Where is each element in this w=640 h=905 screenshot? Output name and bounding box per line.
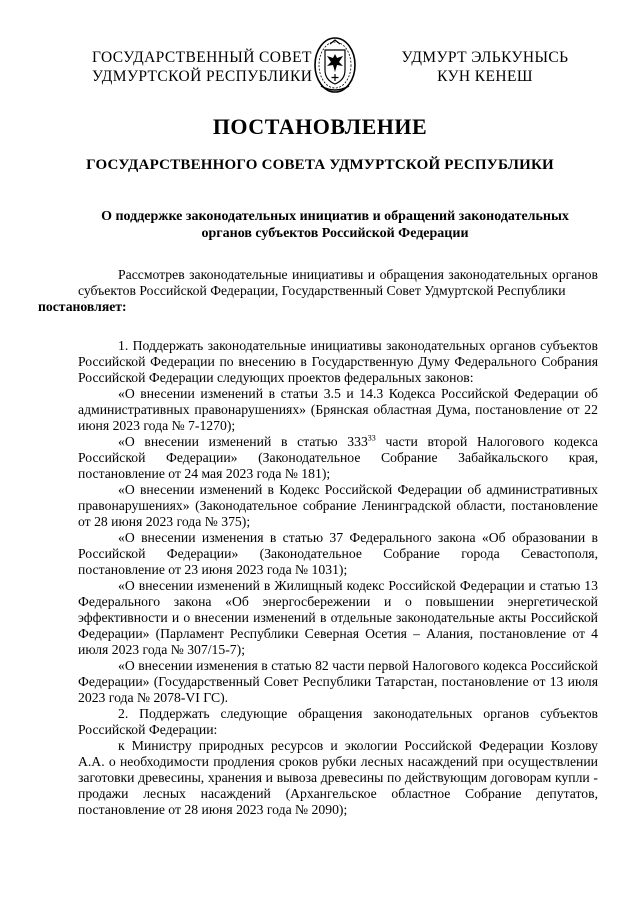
bill-item-4: «О внесении изменения в статью 37 Федерального закона «Об образовании в Российской Федерации» (Законодательное Собрание города Севастополя, постановление от 23 июня 2023 года № 1031); <box>78 530 598 577</box>
coat-of-arms-icon <box>313 36 357 94</box>
issuer-line-2: УДМУРТСКОЙ РЕСПУБЛИКИ <box>92 68 313 85</box>
bill-item-5: «О внесении изменений в Жилищный кодекс Российской Федерации и статью 13 Федерального закона «Об энергосбережении и о повышении энергетической эффективности и о внесении изменений в отдельные законодательные акты Российской Федерации» (Парламент Республики Северная Осетия – Алания, постановление от 4 июля 2023 года № 307/15-7); <box>78 578 598 657</box>
bill-item-6: «О внесении изменения в статью 82 части первой Налогового кодекса Российской Федерации» (Государственный Совет Республики Татарстан, постановление от 13 июля 2023 года № 2078-VI ГС). <box>78 658 598 705</box>
bill-item-2-start: «О внесении изменений в статью 333 <box>118 434 368 449</box>
bill-item-2 <box>78 434 598 482</box>
issuer-name-russian <box>92 48 313 86</box>
resolves-keyword: постановляет: <box>38 299 127 314</box>
preamble-body: Рассмотрев законодательные инициативы и обращения законодательных органов субъектов Российской Федерации, Государственный Совет Удмуртской Республики <box>78 267 598 298</box>
document-subject: О поддержке законодательных инициатив и обращений законодательных органов субъектов Российской Федерации <box>101 209 569 241</box>
clause-2: 2. Поддержать следующие обращения законодательных органов субъектов Российской Федерации: <box>78 706 598 737</box>
article-superscript: 33 <box>367 433 376 443</box>
appeal-item-1: к Министру природных ресурсов и экологии Российской Федерации Козлову А.А. о необходимости продления сроков рубки лесных насаждений при осуществлении заготовки древесины, хранения и вывоза древесины по действующим договорам купли - продажи лесных насаждений (Архангельское областное Собрание депутатов, постановление от 28 июня 2023 года № 2090); <box>78 738 598 817</box>
preamble <box>38 267 598 315</box>
bill-item-2-end: части второй Налогового кодекса Российской Федерации» (Законодательное Собрание Забайкальского края, постановление от 24 мая 2023 года № 181); <box>78 434 599 481</box>
issuer-udmurt-line-1: УДМУРТ ЭЛЬКУНЫСЬ <box>401 49 569 66</box>
preamble-text <box>38 267 598 315</box>
resolution-body <box>78 338 598 818</box>
issuer-udmurt-line-2: КУН КЕНЕШ <box>437 68 533 85</box>
bill-item-3: «О внесении изменений в Кодекс Российской Федерации об административных правонарушениях» (Законодательное собрание Ленинградской области, постановление от 28 июня 2023 года № 375); <box>78 482 598 529</box>
issuer-name-udmurt <box>390 48 580 86</box>
document-subtitle: ГОСУДАРСТВЕННОГО СОВЕТА УДМУРТСКОЙ РЕСПУБЛИКИ <box>86 157 554 173</box>
bill-item-1: «О внесении изменений в статьи 3.5 и 14.3 Кодекса Российской Федерации об административных правонарушениях» (Брянская областная Дума, постановление от 22 июня 2023 года № 7-1270); <box>78 386 598 433</box>
clause-1: 1. Поддержать законодательные инициативы законодательных органов субъектов Российской Федерации по внесению в Государственную Думу Федерального Собрания Российской Федерации следующих проектов федеральных законов: <box>78 338 598 385</box>
document-title: ПОСТАНОВЛЕНИЕ <box>212 114 428 139</box>
issuer-line-1: ГОСУДАРСТВЕННЫЙ СОВЕТ <box>92 49 312 66</box>
